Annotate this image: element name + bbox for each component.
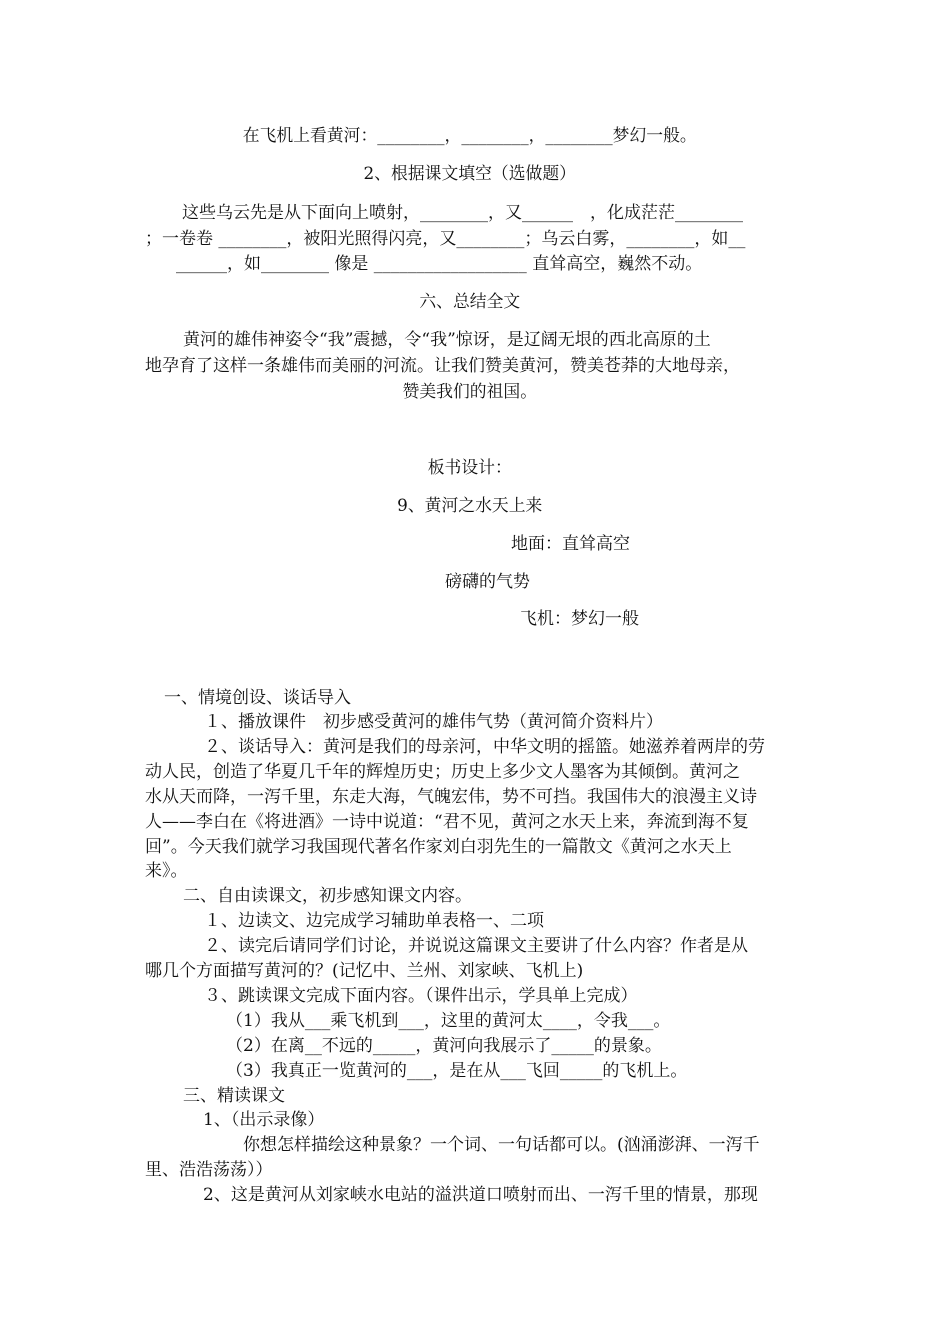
- fill-line-1: 这些乌云先是从下面向上喷射，________，又______ ，化成茫茫________: [182, 203, 743, 223]
- fill-blank-heading: 2、根据课文填空（选做题）: [363, 164, 576, 184]
- lesson-line-8: 来》。: [145, 861, 188, 881]
- lesson-line-21: 2、这是黄河从刘家峡水电站的溢洪道口喷射而出、一泻千里的情景，那现: [203, 1185, 758, 1205]
- board-ground: 地面：直耸高空: [511, 534, 630, 554]
- board-plane: 飞机：梦幻一般: [520, 609, 639, 629]
- fill-line-2: ；一卷卷 ________，被阳光照得闪亮，又________；乌云白雾，________，如__: [145, 229, 746, 249]
- lesson-line-2: １、播放课件 初步感受黄河的雄伟气势（黄河简介资料片）: [204, 712, 663, 732]
- board-title: 9、黄河之水天上来: [397, 496, 543, 516]
- lesson-line-19: 你想怎样描绘这种景象？一个词、一句话都可以。(汹涌澎湃、一泻千: [243, 1135, 760, 1155]
- lesson-line-5: 水从天而降，一泻千里，东走大海，气魄宏伟，势不可挡。我国伟大的浪漫主义诗: [145, 787, 757, 807]
- board-momentum: 磅礴的气势: [445, 572, 530, 592]
- fill-line-3: ______，如________ 像是 __________________ 直耸高空，巍然不动。: [176, 254, 703, 274]
- lesson-line-16: （3）我真正一览黄河的___，是在从___飞回_____的飞机上。: [226, 1061, 688, 1081]
- lesson-line-4: 动人民，创造了华夏几千年的辉煌历史；历史上多少文人墨客为其倾倒。黄河之: [145, 762, 740, 782]
- lesson-line-14: （1）我从___乘飞机到___，这里的黄河太____，令我___。: [226, 1011, 671, 1031]
- section-six-title: 六、总结全文: [419, 292, 521, 312]
- lesson-line-11: ２、读完后请同学们讨论，并说说这篇课文主要讲了什么内容？作者是从: [204, 936, 748, 956]
- lesson-line-10: １、边读文、边完成学习辅助单表格一、二项: [204, 911, 544, 931]
- lesson-line-7: 回”。今天我们就学习我国现代著名作家刘白羽先生的一篇散文《黄河之水天上: [145, 837, 732, 857]
- lesson-line-9: 二、自由读课文，初步感知课文内容。: [183, 886, 472, 906]
- lesson-line-13: ３、跳读课文完成下面内容。（课件出示，学具单上完成）: [204, 986, 638, 1006]
- lesson-line-17: 三、精读课文: [183, 1086, 285, 1106]
- board-design-label: 板书设计：: [427, 458, 512, 478]
- summary-line-2: 地孕育了这样一条雄伟而美丽的河流。让我们赞美黄河，赞美苍莽的大地母亲，: [145, 356, 740, 376]
- lesson-line-18: 1、（出示录像）: [203, 1110, 325, 1130]
- plane-view-line: 在飞机上看黄河：________，________，________梦幻一般。: [242, 126, 697, 146]
- summary-line-1: 黄河的雄伟神姿令“我”震撼，令“我”惊讶，是辽阔无垠的西北高原的土: [183, 330, 711, 350]
- summary-line-3: 赞美我们的祖国。: [402, 382, 538, 402]
- lesson-line-6: 人——李白在《将进酒》一诗中说道：“君不见，黄河之水天上来，奔流到海不复: [145, 812, 749, 832]
- lesson-line-3: ２、谈话导入：黄河是我们的母亲河，中华文明的摇篮。她滋养着两岸的劳: [204, 737, 765, 757]
- lesson-line-15: （2）在离__不远的_____，黄河向我展示了_____的景象。: [226, 1036, 662, 1056]
- lesson-line-1: 一、情境创设、谈话导入: [164, 688, 351, 708]
- lesson-line-12: 哪几个方面描写黄河的？(记忆中、兰州、刘家峡、飞机上): [145, 961, 584, 981]
- lesson-line-20: 里、浩浩荡荡））: [145, 1160, 273, 1180]
